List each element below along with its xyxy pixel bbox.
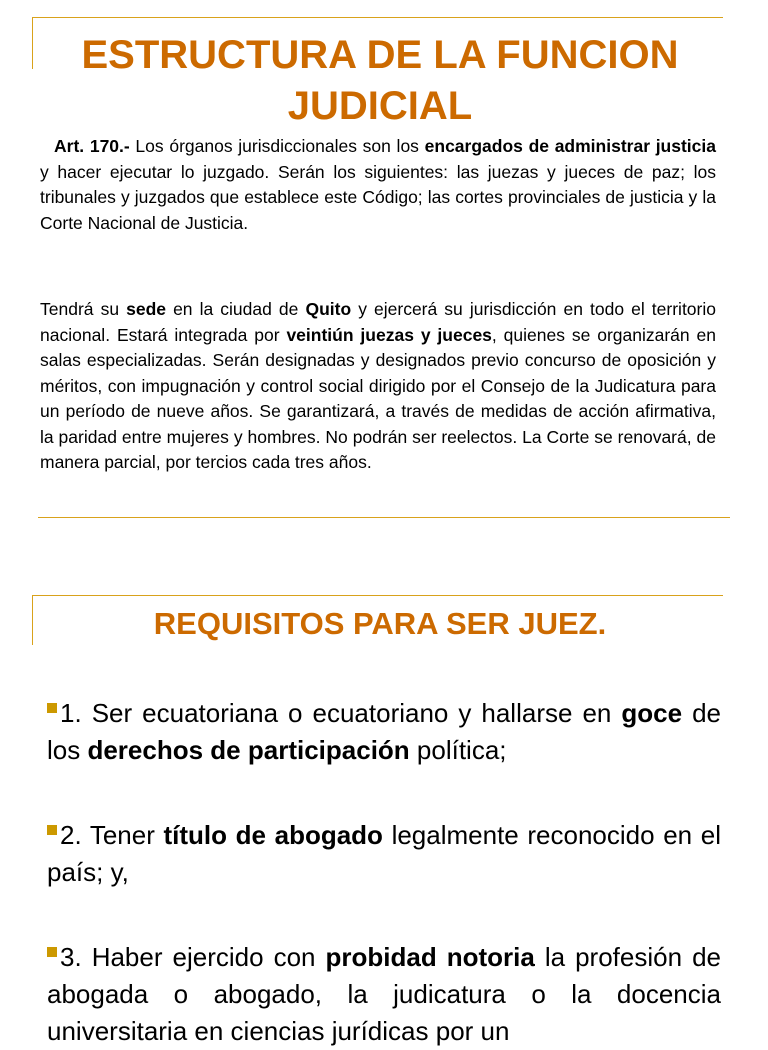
text-run: 2. Tener xyxy=(60,820,164,850)
article-number: Art. 170.- xyxy=(54,136,130,156)
bold-run: probidad notoria xyxy=(325,942,535,972)
text-run: y hacer ejecutar lo juzgado. Serán los siguientes: las juezas y jueces de paz; los tribunales y juzgados que establece este Código; las cortes provinciales de justicia y la Corte Nacional de Justicia. xyxy=(40,161,716,233)
requirement-1 xyxy=(47,695,721,769)
text-run: y ejercerá su jurisdicción en todo el territorio nacional. Estará integrada por xyxy=(40,299,716,345)
requirement-2 xyxy=(47,817,721,891)
text-run: , quienes se organizarán en salas especializadas. Serán designadas y designados previo concurso de oposición y méritos, con impugnación y control social dirigido por el Consejo de la Judicatura para un período de nueve años. Se garantizará, a través de medidas de acción afirmativa, la paridad entre mujeres y hombres. No podrán ser reelectos. La Corte se renovará, de manera parcial, por tercios cada tres años. xyxy=(40,324,717,472)
text-run: legalmente reconocido en el país; y, xyxy=(47,820,721,887)
bold-run: veintiún juezas y jueces xyxy=(286,324,492,345)
bold-run: Quito xyxy=(305,299,352,319)
requirement-3 xyxy=(47,939,721,1050)
text-run: en la ciudad de xyxy=(166,299,306,319)
title-line-1: ESTRUCTURA DE LA FUNCION xyxy=(81,33,679,77)
slide-requisitos xyxy=(0,580,768,1046)
square-bullet-icon xyxy=(47,947,57,957)
square-bullet-icon xyxy=(47,825,57,835)
slide-title: REQUISITOS PARA SER JUEZ. xyxy=(153,606,607,641)
bold-run: sede xyxy=(126,299,167,319)
article-paragraph xyxy=(40,134,716,236)
text-run: política; xyxy=(409,735,507,765)
frame-bottom-line xyxy=(38,517,730,518)
bold-run: goce xyxy=(621,698,683,728)
text-run: 1. Ser ecuatoriana o ecuatoriano y hallarse en xyxy=(60,698,622,728)
title-line-2: JUDICIAL xyxy=(287,84,473,128)
sede-paragraph xyxy=(40,297,716,476)
bold-run: título de abogado xyxy=(163,820,383,850)
text-run: Tendrá su xyxy=(40,299,127,319)
frame-top-line xyxy=(32,17,723,18)
text-run: de los xyxy=(47,698,721,765)
square-bullet-icon xyxy=(47,703,57,713)
text-run: la profesión de abogada o abogado, la judicatura o la docencia universitaria en ciencias jurídicas por un xyxy=(47,942,721,1046)
frame-top-line xyxy=(32,595,723,596)
slide-title xyxy=(30,30,730,132)
text-run: Los órganos jurisdiccionales son los xyxy=(129,136,425,156)
text-run: 3. Haber ejercido con xyxy=(60,942,326,972)
bold-run: derechos de participación xyxy=(87,735,410,765)
bold-run: encargados de administrar justicia xyxy=(424,136,717,156)
